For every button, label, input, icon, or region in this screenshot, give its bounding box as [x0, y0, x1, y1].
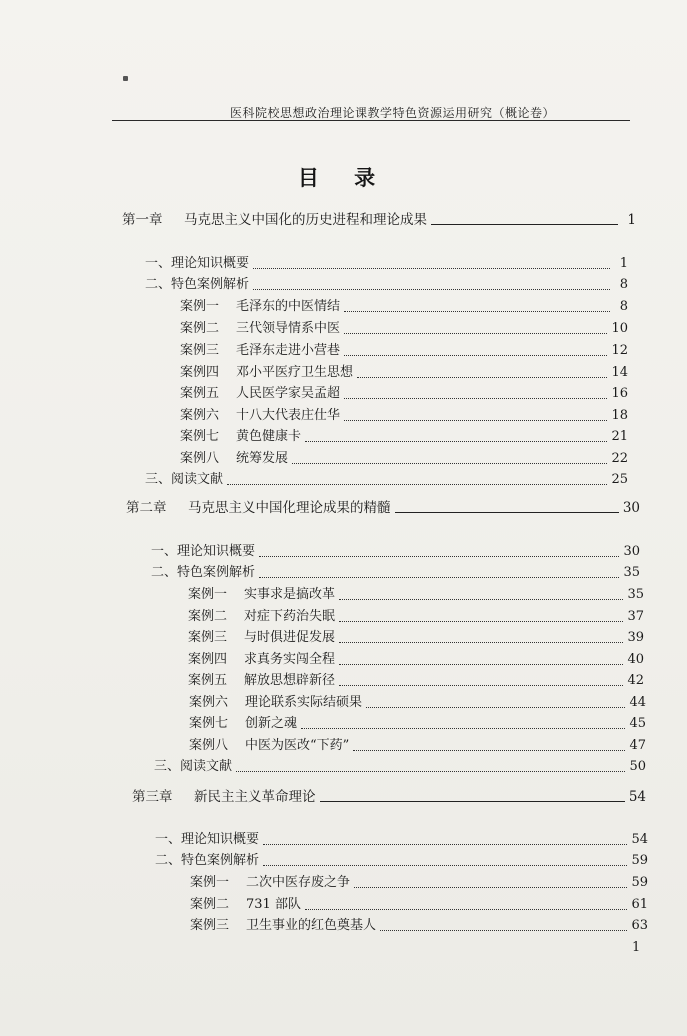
toc-entry-page: 37	[627, 609, 644, 624]
toc-entry-section	[151, 561, 640, 581]
toc-entry-title: 解放思想辟新径	[244, 673, 336, 688]
toc-entry-title: 与时俱进促发展	[244, 630, 336, 645]
toc-entry-title: 理论联系实际结硕果	[245, 695, 363, 710]
toc-entry-label: 案例八	[180, 451, 220, 466]
toc-entry-page: 54	[631, 832, 648, 847]
toc-entry-page: 30	[622, 500, 640, 516]
toc-entry-case	[180, 382, 628, 402]
leader-dots	[354, 887, 627, 888]
toc-entry-label: 案例四	[188, 652, 228, 667]
leader-dots	[380, 930, 627, 931]
toc-entry-label: 案例三	[190, 918, 230, 933]
toc-entry-label: 案例二	[188, 609, 228, 624]
toc-entry-label: 案例一	[188, 587, 228, 602]
leader-dots	[259, 577, 619, 578]
leader-dots	[305, 441, 607, 442]
toc-entry-title: 求真务实闯全程	[244, 652, 336, 667]
toc-entry-label: 案例七	[180, 429, 220, 444]
leader-dots	[259, 556, 619, 557]
toc-entry-title: 一、理论知识概要	[145, 256, 250, 271]
leader-dots	[339, 664, 623, 665]
toc-entry-label: 第三章	[132, 789, 173, 805]
toc-entry-page: 45	[629, 716, 646, 731]
toc-entry-page: 30	[623, 544, 640, 559]
leader-dots	[395, 512, 619, 513]
toc-entry-page: 22	[611, 451, 628, 466]
toc-entry-label: 案例三	[188, 630, 228, 645]
print-mark	[123, 76, 128, 81]
toc-entry-label: 案例一	[190, 875, 230, 890]
toc-entry-case	[180, 317, 628, 337]
toc-entry-title: 卫生事业的红色奠基人	[246, 918, 377, 933]
toc-entry-title: 731 部队	[246, 897, 301, 912]
toc-entry-case	[180, 295, 628, 315]
toc-entry-label: 案例三	[180, 343, 220, 358]
toc-entry-label: 案例六	[189, 695, 229, 710]
toc-entry-section	[145, 273, 628, 293]
toc-title: 目 录	[297, 166, 390, 190]
toc-entry-section	[145, 468, 628, 488]
leader-dots	[353, 750, 625, 751]
leader-dots	[344, 311, 610, 312]
toc-entry-case	[190, 893, 648, 913]
toc-entry-case	[188, 648, 644, 668]
toc-entry-case	[188, 669, 644, 689]
toc-entry-page: 61	[631, 897, 648, 912]
toc-entry-case	[190, 914, 648, 934]
leader-dots	[263, 844, 627, 845]
toc-entry-title: 新民主主义革命理论	[194, 789, 316, 805]
leader-dots	[344, 333, 607, 334]
toc-entry-title: 一、理论知识概要	[151, 544, 256, 559]
toc-entry-page: 42	[627, 673, 644, 688]
toc-entry-title: 二、特色案例解析	[155, 853, 260, 868]
leader-dots	[344, 355, 607, 356]
toc-entry-page: 35	[627, 587, 644, 602]
toc-entry-page: 1	[627, 212, 636, 228]
toc-entry-page: 39	[627, 630, 644, 645]
toc-entry-page: 44	[629, 695, 646, 710]
toc-entry-case	[189, 691, 646, 711]
toc-entry-section	[145, 252, 628, 272]
toc-entry-page: 10	[611, 321, 628, 336]
leader-dots	[431, 224, 618, 225]
toc-entry-page: 12	[611, 343, 628, 358]
toc-entry-chapter	[122, 208, 636, 228]
toc-entry-title: 三、阅读文献	[154, 759, 233, 774]
leader-dots	[339, 642, 623, 643]
leader-dots	[305, 909, 628, 910]
toc-entry-page: 8	[619, 299, 628, 314]
leader-dots	[292, 463, 607, 464]
toc-entry-title: 毛泽东的中医情结	[236, 299, 341, 314]
toc-entry-title: 邓小平医疗卫生思想	[236, 365, 354, 380]
leader-dots	[320, 801, 625, 802]
toc-entry-page: 25	[611, 472, 628, 487]
toc-entry-title: 一、理论知识概要	[155, 832, 260, 847]
toc-entry-title: 三、阅读文献	[145, 472, 224, 487]
leader-dots	[301, 728, 625, 729]
toc-entry-title: 创新之魂	[245, 716, 298, 731]
toc-entry-section	[154, 755, 646, 775]
toc-entry-case	[180, 447, 628, 467]
toc-entry-page: 50	[629, 759, 646, 774]
toc-entry-title: 马克思主义中国化理论成果的精髓	[188, 500, 391, 516]
toc-entry-page: 59	[631, 875, 648, 890]
toc-entry-page: 18	[611, 408, 628, 423]
toc-entry-case	[190, 871, 648, 891]
toc-entry-page: 40	[627, 652, 644, 667]
toc-entry-page: 8	[619, 277, 628, 292]
toc-entry-case	[189, 712, 646, 732]
toc-entry-label: 案例五	[188, 673, 228, 688]
toc-entry-title: 统筹发展	[236, 451, 289, 466]
toc-entry-label: 案例一	[180, 299, 220, 314]
toc-entry-title: 对症下药治失眠	[244, 609, 336, 624]
toc-entry-title: 实事求是搞改革	[244, 587, 336, 602]
leader-dots	[357, 377, 607, 378]
toc-entry-label: 案例六	[180, 408, 220, 423]
toc-entry-title: 二次中医存废之争	[246, 875, 351, 890]
running-head: 医科院校思想政治理论课教学特色资源运用研究（概论卷）	[230, 106, 556, 120]
toc-entry-page: 21	[611, 429, 628, 444]
toc-entry-page: 1	[619, 256, 628, 271]
toc-entry-section	[155, 849, 648, 869]
toc-entry-case	[188, 626, 644, 646]
toc-entry-title: 二、特色案例解析	[151, 565, 256, 580]
toc-entry-case	[180, 339, 628, 359]
toc-entry-case	[180, 404, 628, 424]
leader-dots	[344, 398, 607, 399]
toc-entry-section	[151, 540, 640, 560]
header-rule	[112, 120, 630, 121]
leader-dots	[263, 865, 627, 866]
leader-dots	[236, 771, 625, 772]
leader-dots	[253, 268, 610, 269]
toc-entry-title: 二、特色案例解析	[145, 277, 250, 292]
toc-entry-title: 十八大代表庄仕华	[236, 408, 341, 423]
toc-entry-chapter	[126, 496, 640, 516]
toc-entry-case	[180, 425, 628, 445]
toc-entry-label: 第二章	[126, 500, 167, 516]
toc-entry-page: 16	[611, 386, 628, 401]
toc-entry-page: 54	[628, 789, 646, 805]
leader-dots	[227, 484, 607, 485]
toc-entry-section	[155, 828, 648, 848]
toc-entry-chapter	[132, 785, 646, 805]
toc-entry-label: 案例八	[189, 738, 229, 753]
leader-dots	[339, 685, 623, 686]
toc-entry-page: 14	[611, 365, 628, 380]
leader-dots	[253, 289, 610, 290]
page-number: 1	[632, 940, 641, 955]
toc-entry-label: 案例五	[180, 386, 220, 401]
leader-dots	[344, 420, 607, 421]
toc-entry-title: 人民医学家吴孟超	[236, 386, 341, 401]
toc-entry-page: 59	[631, 853, 648, 868]
toc-entry-label: 案例四	[180, 365, 220, 380]
toc-entry-page: 47	[629, 738, 646, 753]
toc-entry-label: 案例二	[190, 897, 230, 912]
toc-entry-title: 马克思主义中国化的历史进程和理论成果	[184, 212, 427, 228]
leader-dots	[366, 707, 625, 708]
toc-entry-case	[180, 361, 628, 381]
toc-entry-page: 63	[631, 918, 648, 933]
toc-entry-case	[188, 605, 644, 625]
toc-entry-title: 毛泽东走进小营巷	[236, 343, 341, 358]
toc-entry-label: 第一章	[122, 212, 163, 228]
toc-entry-label: 案例二	[180, 321, 220, 336]
toc-entry-label: 案例七	[189, 716, 229, 731]
toc-entry-page: 35	[623, 565, 640, 580]
toc-entry-case	[188, 583, 644, 603]
toc-entry-title: 黄色健康卡	[236, 429, 302, 444]
leader-dots	[339, 599, 623, 600]
leader-dots	[339, 621, 623, 622]
toc-entry-case	[189, 734, 646, 754]
toc-entry-title: 中医为医改“下药”	[245, 738, 350, 753]
toc-entry-title: 三代领导情系中医	[236, 321, 341, 336]
